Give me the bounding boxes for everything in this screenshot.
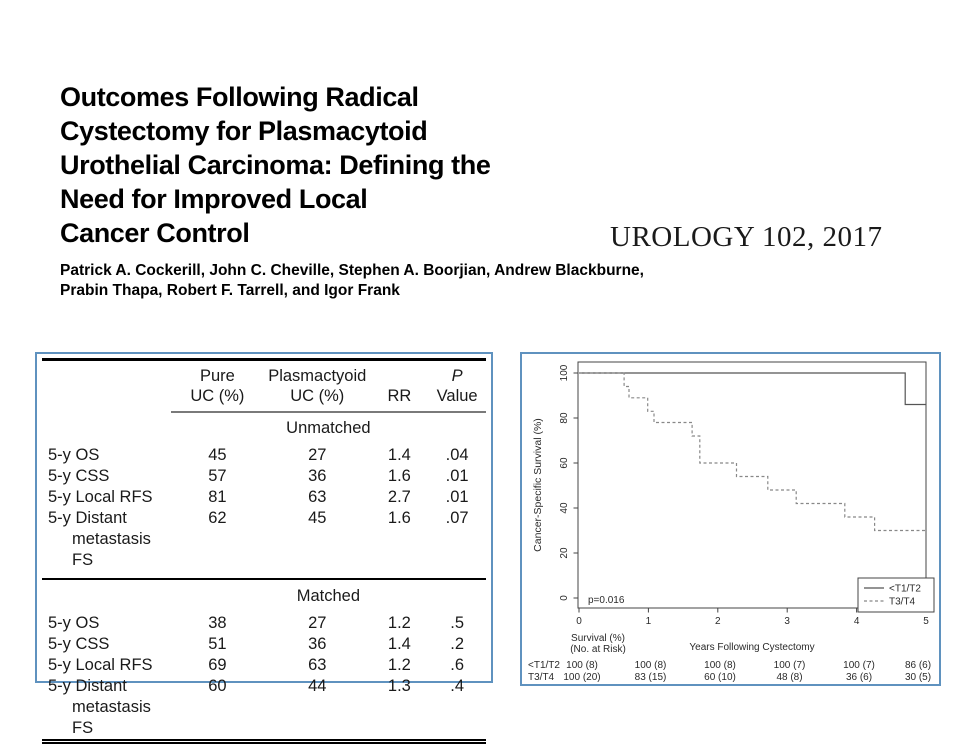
- risk-value: 86 (6): [904, 660, 932, 671]
- risk-value: 100 (20): [563, 672, 601, 683]
- x-tick-label: 0: [576, 616, 582, 627]
- p-value: .01: [445, 467, 469, 485]
- x-tick-label: 2: [715, 616, 721, 627]
- row-label-line: 5-y Local RFS: [48, 656, 153, 674]
- row-label: [42, 613, 171, 634]
- legend-label: T3/T4: [889, 596, 916, 608]
- p-value: .04: [445, 446, 469, 464]
- plasmacytoid-uc-value: 27: [308, 614, 327, 632]
- table-row: [42, 466, 486, 487]
- risk-row-label: T3/T4: [528, 672, 555, 683]
- pure-uc-value: 60: [208, 677, 227, 695]
- header-blank: [42, 360, 171, 387]
- plasmacytoid-uc-value: 63: [308, 488, 327, 506]
- p-value: .4: [450, 677, 464, 695]
- rr-value: 1.4: [387, 446, 411, 464]
- table-row: [42, 655, 486, 676]
- plasmacytoid-uc-value: 44: [308, 677, 327, 695]
- header-blank: [371, 360, 429, 387]
- row-label-line: 5-y CSS: [48, 635, 110, 653]
- plasmacytoid-uc-value: 63: [308, 656, 327, 674]
- row-label-line: 5-y Local RFS: [48, 488, 153, 506]
- km-chart-panel: [520, 352, 941, 686]
- row-label-line: 5-y OS: [48, 614, 100, 632]
- risk-value: 100 (8): [566, 660, 598, 671]
- plasmacytoid-uc-value: 36: [308, 635, 327, 653]
- row-label: [42, 676, 171, 742]
- section-label-row: [42, 579, 486, 613]
- page-title: [60, 80, 620, 250]
- risk-value: 60 (10): [704, 672, 736, 683]
- y-tick-label: 0: [559, 595, 570, 601]
- pure-uc-value: 57: [208, 467, 227, 485]
- row-label: [42, 655, 171, 676]
- rr-value: 2.7: [387, 488, 411, 506]
- risk-value: 100 (8): [634, 660, 667, 671]
- p-value: .01: [445, 488, 469, 506]
- table-row: [42, 445, 486, 466]
- rr-value: 1.2: [387, 656, 411, 674]
- risk-row-label: <T1/T2: [528, 660, 560, 671]
- spacer-row: [42, 571, 486, 579]
- rr-value: 1.6: [387, 509, 411, 527]
- y-tick-label: 20: [559, 547, 570, 559]
- y-tick-label: 40: [559, 502, 570, 514]
- title-line: Cancer Control: [60, 218, 250, 248]
- pure-uc-value: 45: [208, 446, 227, 464]
- pvalue-annotation: p=0.016: [588, 595, 625, 606]
- risk-header: Survival (%): [571, 633, 625, 644]
- section-label-row: [42, 412, 486, 445]
- table-row: [42, 634, 486, 655]
- authors-line: Patrick A. Cockerill, John C. Cheville, Stephen A. Boorjian, Andrew Blackburne,: [60, 262, 644, 279]
- x-tick-label: 4: [853, 616, 860, 627]
- header-blank: [42, 386, 171, 412]
- table-row: [42, 508, 486, 571]
- plot-box: [578, 362, 926, 608]
- series-t1t2: [579, 373, 926, 405]
- plasmacytoid-uc-value: 45: [308, 509, 327, 527]
- plasmacytoid-uc-value: 36: [308, 467, 327, 485]
- pure-uc-value: 38: [208, 614, 227, 632]
- risk-value: 48 (8): [776, 672, 803, 683]
- row-label: [42, 445, 171, 466]
- risk-value: 100 (7): [773, 660, 806, 671]
- table-header-row: [42, 386, 486, 412]
- rr-value: 1.4: [387, 635, 411, 653]
- title-line: Cystectomy for Plasmacytoid: [60, 116, 428, 146]
- title-line: Need for Improved Local: [60, 184, 368, 214]
- risk-value: 100 (7): [843, 660, 875, 671]
- row-label-line: 5-y CSS: [48, 467, 110, 485]
- row-label-line: metastasis FS: [72, 698, 151, 737]
- row-label-line: 5-y Distant: [48, 677, 127, 695]
- risk-header: (No. at Risk): [570, 644, 626, 655]
- table-header-row: [42, 360, 486, 387]
- risk-value: 100 (8): [704, 660, 736, 671]
- authors-line: Prabin Thapa, Robert F. Tarrell, and Igor Frank: [60, 281, 400, 299]
- header-p: P: [451, 367, 463, 385]
- plasmacytoid-uc-value: 27: [308, 446, 327, 464]
- header-p-value: Value: [428, 386, 486, 412]
- section-blank-cell: [42, 412, 171, 445]
- section-blank-cell: [42, 579, 171, 613]
- pure-uc-value: 81: [208, 488, 227, 506]
- header-pure: Pure: [199, 367, 235, 385]
- title-line: Outcomes Following Radical: [60, 82, 419, 112]
- journal-reference: UROLOGY 102, 2017: [610, 221, 883, 253]
- row-label-line: 5-y Distant: [48, 509, 127, 527]
- section-label: Matched: [171, 579, 486, 613]
- section-label: Unmatched: [286, 419, 371, 437]
- header-pure-uc: UC (%): [171, 386, 264, 412]
- title-line: Urothelial Carcinoma: Defining the: [60, 150, 491, 180]
- outcomes-table: [42, 358, 486, 744]
- row-label-line: 5-y OS: [48, 446, 100, 464]
- pure-uc-value: 62: [208, 509, 227, 527]
- risk-value: 36 (6): [845, 672, 873, 683]
- legend-label: <T1/T2: [889, 583, 921, 595]
- p-value: .6: [450, 656, 464, 674]
- header-rr: RR: [371, 386, 429, 412]
- outcomes-table-panel: [35, 352, 493, 737]
- row-label: [42, 508, 171, 571]
- header-plasmacytoid-uc: UC (%): [264, 386, 371, 412]
- rr-value: 1.6: [387, 467, 411, 485]
- rr-value: 1.2: [387, 614, 411, 632]
- table-row: [42, 676, 486, 742]
- y-tick-label: 60: [559, 457, 570, 469]
- x-tick-label: 5: [923, 616, 929, 627]
- y-tick-label: 80: [559, 412, 570, 424]
- row-label: [42, 634, 171, 655]
- y-axis-label: Cancer-Specific Survival (%): [532, 418, 544, 552]
- table-row: [42, 613, 486, 634]
- risk-value: 83 (15): [634, 672, 667, 683]
- series-t3t4: [579, 373, 926, 531]
- p-value: .07: [445, 509, 469, 527]
- row-label: [42, 487, 171, 508]
- risk-value: 30 (5): [904, 672, 932, 683]
- p-value: .5: [450, 614, 464, 632]
- x-tick-label: 3: [784, 616, 790, 627]
- pure-uc-value: 51: [208, 635, 227, 653]
- x-tick-label: 1: [645, 616, 652, 627]
- row-label: [42, 466, 171, 487]
- x-axis-label: Years Following Cystectomy: [689, 642, 815, 653]
- rr-value: 1.3: [387, 677, 411, 695]
- pure-uc-value: 69: [208, 656, 227, 674]
- table-row: [42, 487, 486, 508]
- y-tick-label: 100: [559, 364, 570, 382]
- row-label-line: metastasis FS: [72, 530, 151, 569]
- header-plasmacytoid: Plasmactyoid: [268, 367, 367, 385]
- km-chart: [522, 354, 939, 684]
- p-value: .2: [450, 635, 464, 653]
- authors: [60, 261, 700, 300]
